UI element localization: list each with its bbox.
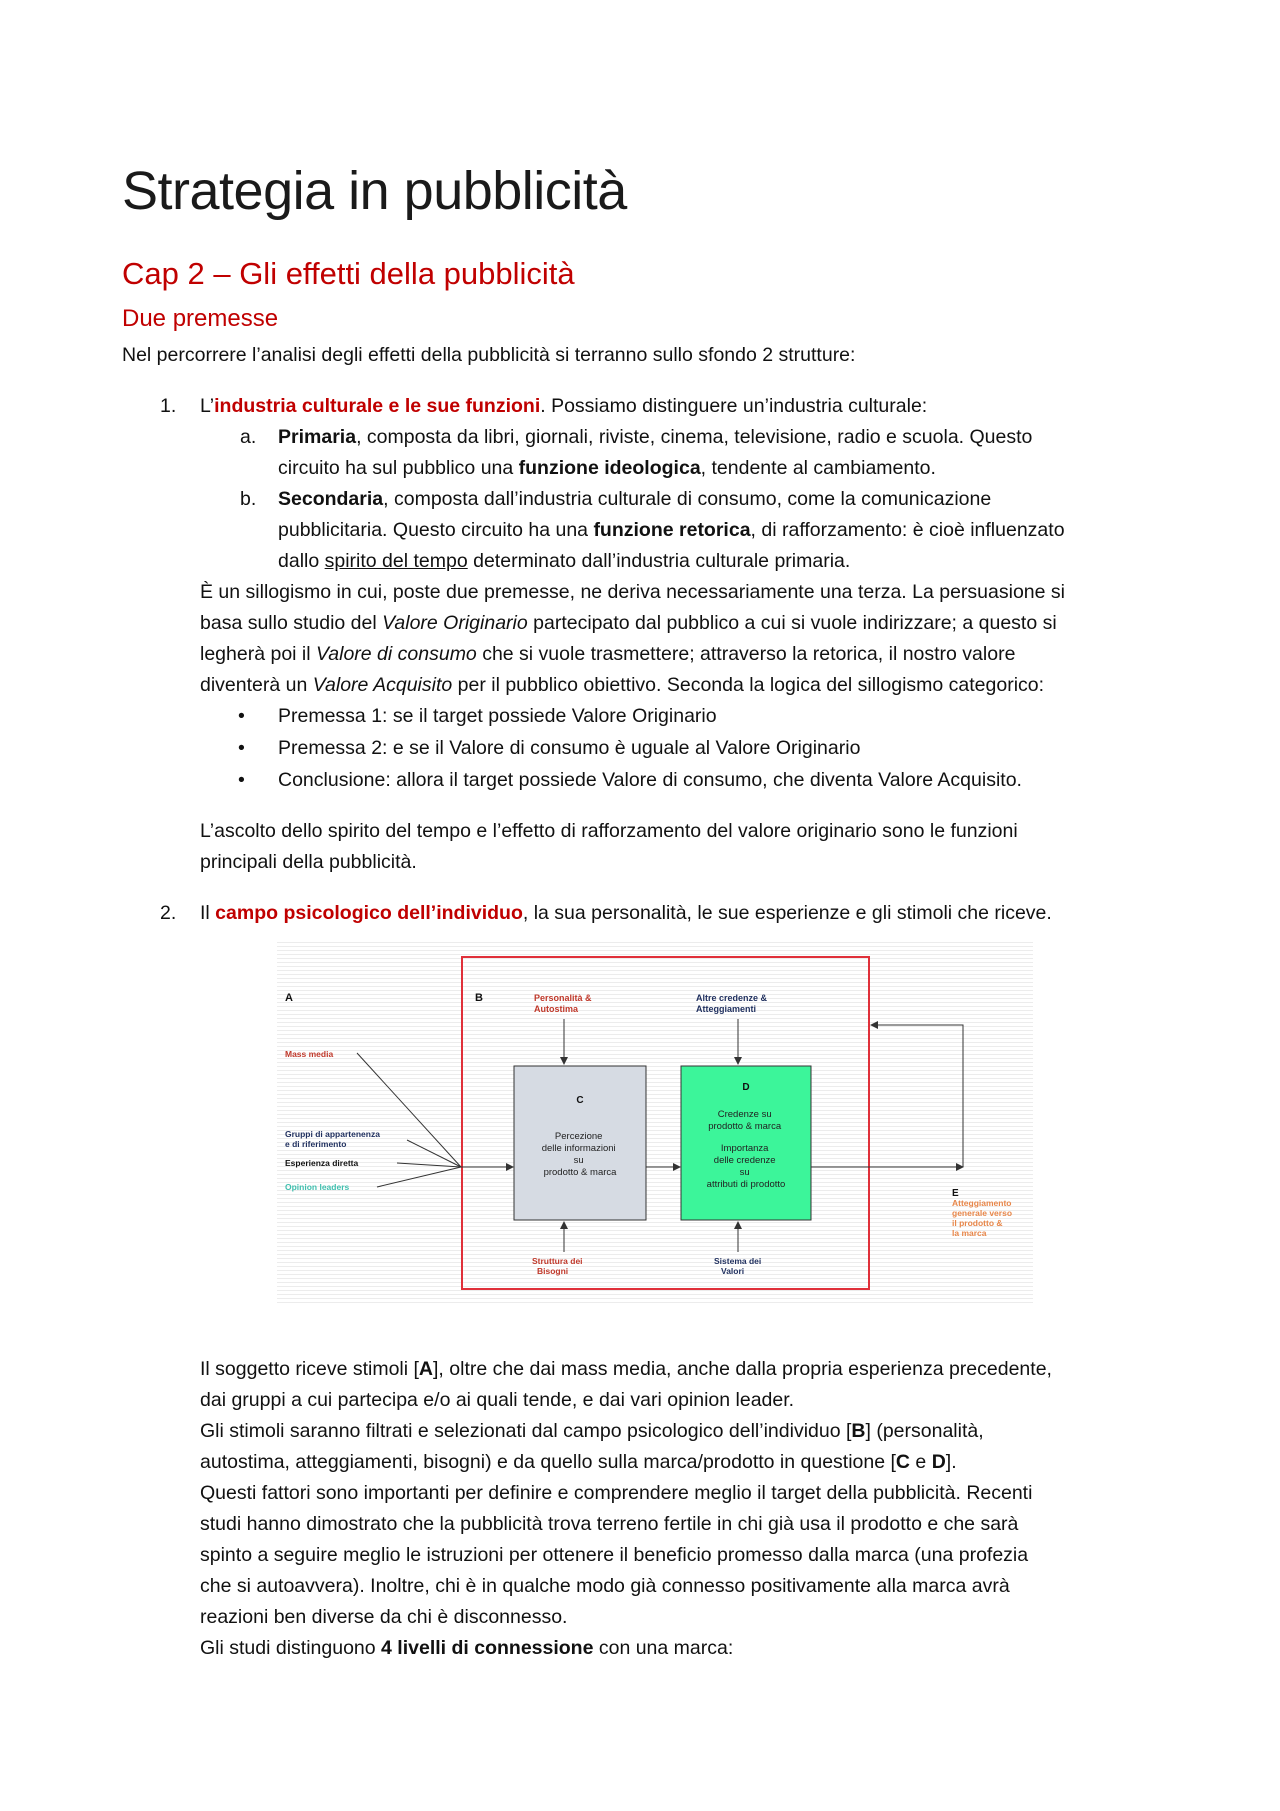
para-line5: Questi fattori sono importanti per definire e comprendere meglio il target della pubblicità. Recenti xyxy=(200,1482,1033,1504)
para-line10: Gli studi distinguono 4 livelli di connessione con una marca: xyxy=(200,1637,734,1659)
closing-line1: L’ascolto dello spirito del tempo e l’effetto di rafforzamento del valore originario sono le funzioni xyxy=(200,820,1018,842)
para-line4: autostima, atteggiamenti, bisogni) e da quello sulla marca/prodotto in questione [C e D]. xyxy=(200,1451,957,1473)
label-e: E xyxy=(952,1188,959,1199)
syllogism-line1: È un sillogismo in cui, poste due premesse, ne deriva necessariamente una terza. La persuasione si xyxy=(200,581,1065,603)
sub-item-b-line3: dallo spirito del tempo determinato dall’industria culturale primaria. xyxy=(278,550,851,572)
sub-item-b-line2: pubblicitaria. Questo circuito ha una funzione retorica, di rafforzamento: è cioè influenzato xyxy=(278,519,1065,541)
page-title: Strategia in pubblicità xyxy=(122,161,627,221)
item2-highlight: campo psicologico dell’individuo xyxy=(215,902,523,924)
sub-item-a-line2: circuito ha sul pubblico una funzione ideologica, tendente al cambiamento. xyxy=(278,457,936,479)
chapter-heading: Cap 2 – Gli effetti della pubblicità xyxy=(122,256,575,291)
bullet-item-3: Conclusione: allora il target possiede Valore di consumo, che diventa Valore Acquisito. xyxy=(278,769,1022,791)
para-line1: Il soggetto riceve stimoli [A], oltre che dai mass media, anche dalla propria esperienza precedente, xyxy=(200,1358,1052,1380)
closing-line2: principali della pubblicità. xyxy=(200,851,417,873)
list-number-2: 2. xyxy=(160,902,177,924)
bullet-item-1: Premessa 1: se il target possiede Valore Originario xyxy=(278,705,717,727)
item2-heading: Il campo psicologico dell’individuo, la sua personalità, le sue esperienze e gli stimoli che riceve. xyxy=(200,902,1052,924)
sub-item-b-line1: Secondaria, composta dall’industria culturale di consumo, come la comunicazione xyxy=(278,488,992,510)
bullet-item-2: Premessa 2: e se il Valore di consumo è uguale al Valore Originario xyxy=(278,737,861,759)
box-c-text: Percezione delle informazioni su prodotto & marca xyxy=(541,1131,617,1178)
label-b: B xyxy=(475,992,483,1004)
box-d-text: Credenze su prodotto & marca Importanza delle credenze su attributi di prodotto xyxy=(706,1109,786,1190)
other-beliefs-label: Altre credenze & Atteggiamenti xyxy=(696,993,768,1014)
sublist-marker-a: a. xyxy=(240,426,257,448)
diagram-background xyxy=(277,940,1033,1306)
intro-paragraph: Nel percorrere l’analisi degli effetti della pubblicità si terranno sullo sfondo 2 strutture: xyxy=(122,344,856,366)
list-number-1: 1. xyxy=(160,395,177,417)
personality-label: Personalità & Autostima xyxy=(534,993,592,1014)
sublist-marker-b: b. xyxy=(240,488,257,510)
psychological-field-diagram xyxy=(277,940,1033,1306)
label-a: A xyxy=(285,992,293,1004)
opinion-leaders-label: Opinion leaders xyxy=(285,1182,350,1192)
needs-structure-label: Struttura dei Bisogni xyxy=(532,1256,583,1276)
section-heading: Due premesse xyxy=(122,305,279,332)
para-line3: Gli stimoli saranno filtrati e selezionati dal campo psicologico dell’individuo [B] (personalità, xyxy=(200,1420,984,1442)
syllogism-line2: basa sullo studio del Valore Originario partecipato dal pubblico a cui si vuole indirizzare; a questo si xyxy=(200,612,1057,634)
item1-heading: L’industria culturale e le sue funzioni. Possiamo distinguere un’industria culturale: xyxy=(200,395,928,417)
bullet-dot-1: • xyxy=(238,705,245,727)
syllogism-line4: diventerà un Valore Acquisito per il pubblico obiettivo. Seconda la logica del sillogismo categorico: xyxy=(200,674,1045,696)
direct-experience-label: Esperienza diretta xyxy=(285,1158,359,1168)
label-c: C xyxy=(576,1095,584,1106)
label-d: D xyxy=(742,1082,750,1093)
bullet-dot-3: • xyxy=(238,769,245,791)
groups-label: Gruppi di appartenenza e di riferimento xyxy=(285,1129,380,1149)
values-system-label: Sistema dei Valori xyxy=(714,1256,762,1276)
para-line9: reazioni ben diverse da chi è disconnesso. xyxy=(200,1606,568,1628)
attitude-label: Atteggiamento generale verso il prodotto & la marca xyxy=(952,1198,1013,1238)
mass-media-label: Mass media xyxy=(285,1049,334,1059)
para-line6: studi hanno dimostrato che la pubblicità trova terreno fertile in chi già usa il prodotto e che sarà xyxy=(200,1513,1019,1535)
para-line8: che si autoavvera). Inoltre, chi è in qualche modo già connesso positivamente alla marca avrà xyxy=(200,1575,1010,1597)
para-line2: dai gruppi a cui partecipa e/o ai quali tende, e dai vari opinion leader. xyxy=(200,1389,795,1411)
item1-highlight: industria culturale e le sue funzioni xyxy=(214,395,541,417)
bullet-dot-2: • xyxy=(238,737,245,759)
para-line7: spinto a seguire meglio le istruzioni per ottenere il beneficio promesso dalla marca (una profezia xyxy=(200,1544,1029,1566)
sub-item-a-line1: Primaria, composta da libri, giornali, riviste, cinema, televisione, radio e scuola. Questo xyxy=(278,426,1033,448)
syllogism-line3: legherà poi il Valore di consumo che si vuole trasmettere; attraverso la retorica, il nostro valore xyxy=(200,643,1016,665)
